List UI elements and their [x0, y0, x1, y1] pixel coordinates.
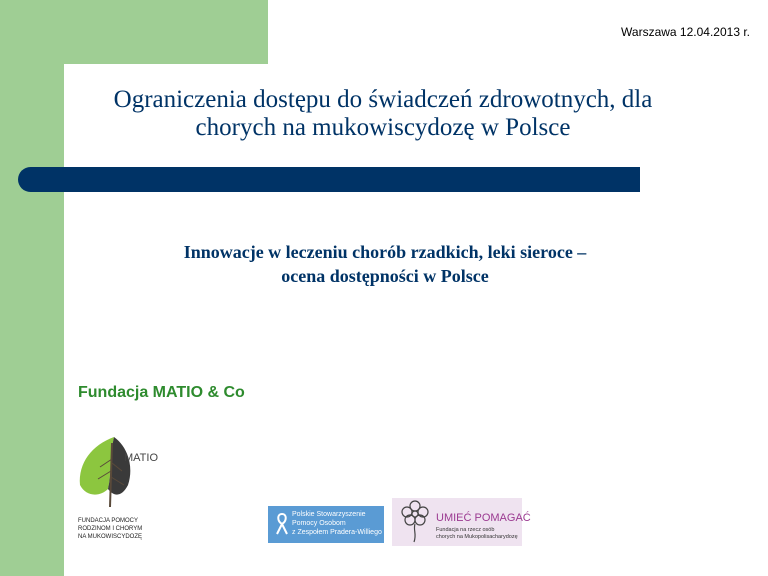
ribbon-icon	[276, 512, 288, 536]
umiec-logo-desc	[436, 527, 518, 540]
green-top-band	[0, 0, 268, 64]
title-line-2: chorych na mukowiscydozę w Polsce	[195, 114, 571, 141]
matio-caption-line-1: FUNDACJA POMOCY	[78, 518, 139, 524]
slide-title	[76, 86, 690, 142]
title-line-1: Ograniczenia dostępu do świadczeń zdrowotnych, dla	[113, 86, 653, 113]
matio-caption-line-2: RODZINOM I CHORYM	[78, 526, 143, 532]
matio-caption-line-3: NA MUKOWISCYDOZĘ	[78, 534, 143, 540]
matio-logo-text: MATIO	[124, 452, 159, 464]
flower-icon	[398, 500, 432, 544]
navy-divider-bar	[18, 167, 640, 192]
psp-association-logo	[268, 506, 384, 543]
psp-line-3: z Zespołem Pradera-Williego	[292, 529, 382, 536]
subtitle-line-1: Innowacje w leczeniu chorób rzadkich, leki sieroce –	[183, 242, 587, 262]
umiec-logo-name: UMIEĆ POMAGAĆ	[436, 512, 531, 524]
umiec-desc-line-1: Fundacja na rzecz osób	[436, 527, 495, 533]
subtitle-line-2: ocena dostępności w Polsce	[281, 266, 489, 286]
umiec-desc-line-2: chorych na Mukopolisacharydozę	[436, 533, 518, 540]
date-label: Warszawa 12.04.2013 r.	[621, 25, 750, 39]
psp-line-1: Polskie Stowarzyszenie	[292, 511, 366, 518]
organization-name: Fundacja MATIO & Co	[78, 384, 245, 401]
matio-leaf-logo	[72, 433, 159, 513]
green-side-band	[0, 0, 64, 576]
matio-logo-caption	[78, 517, 142, 541]
psp-line-2: Pomocy Osobom	[292, 520, 346, 527]
slide-subtitle	[110, 240, 660, 288]
umiec-pomagac-logo	[392, 498, 531, 546]
